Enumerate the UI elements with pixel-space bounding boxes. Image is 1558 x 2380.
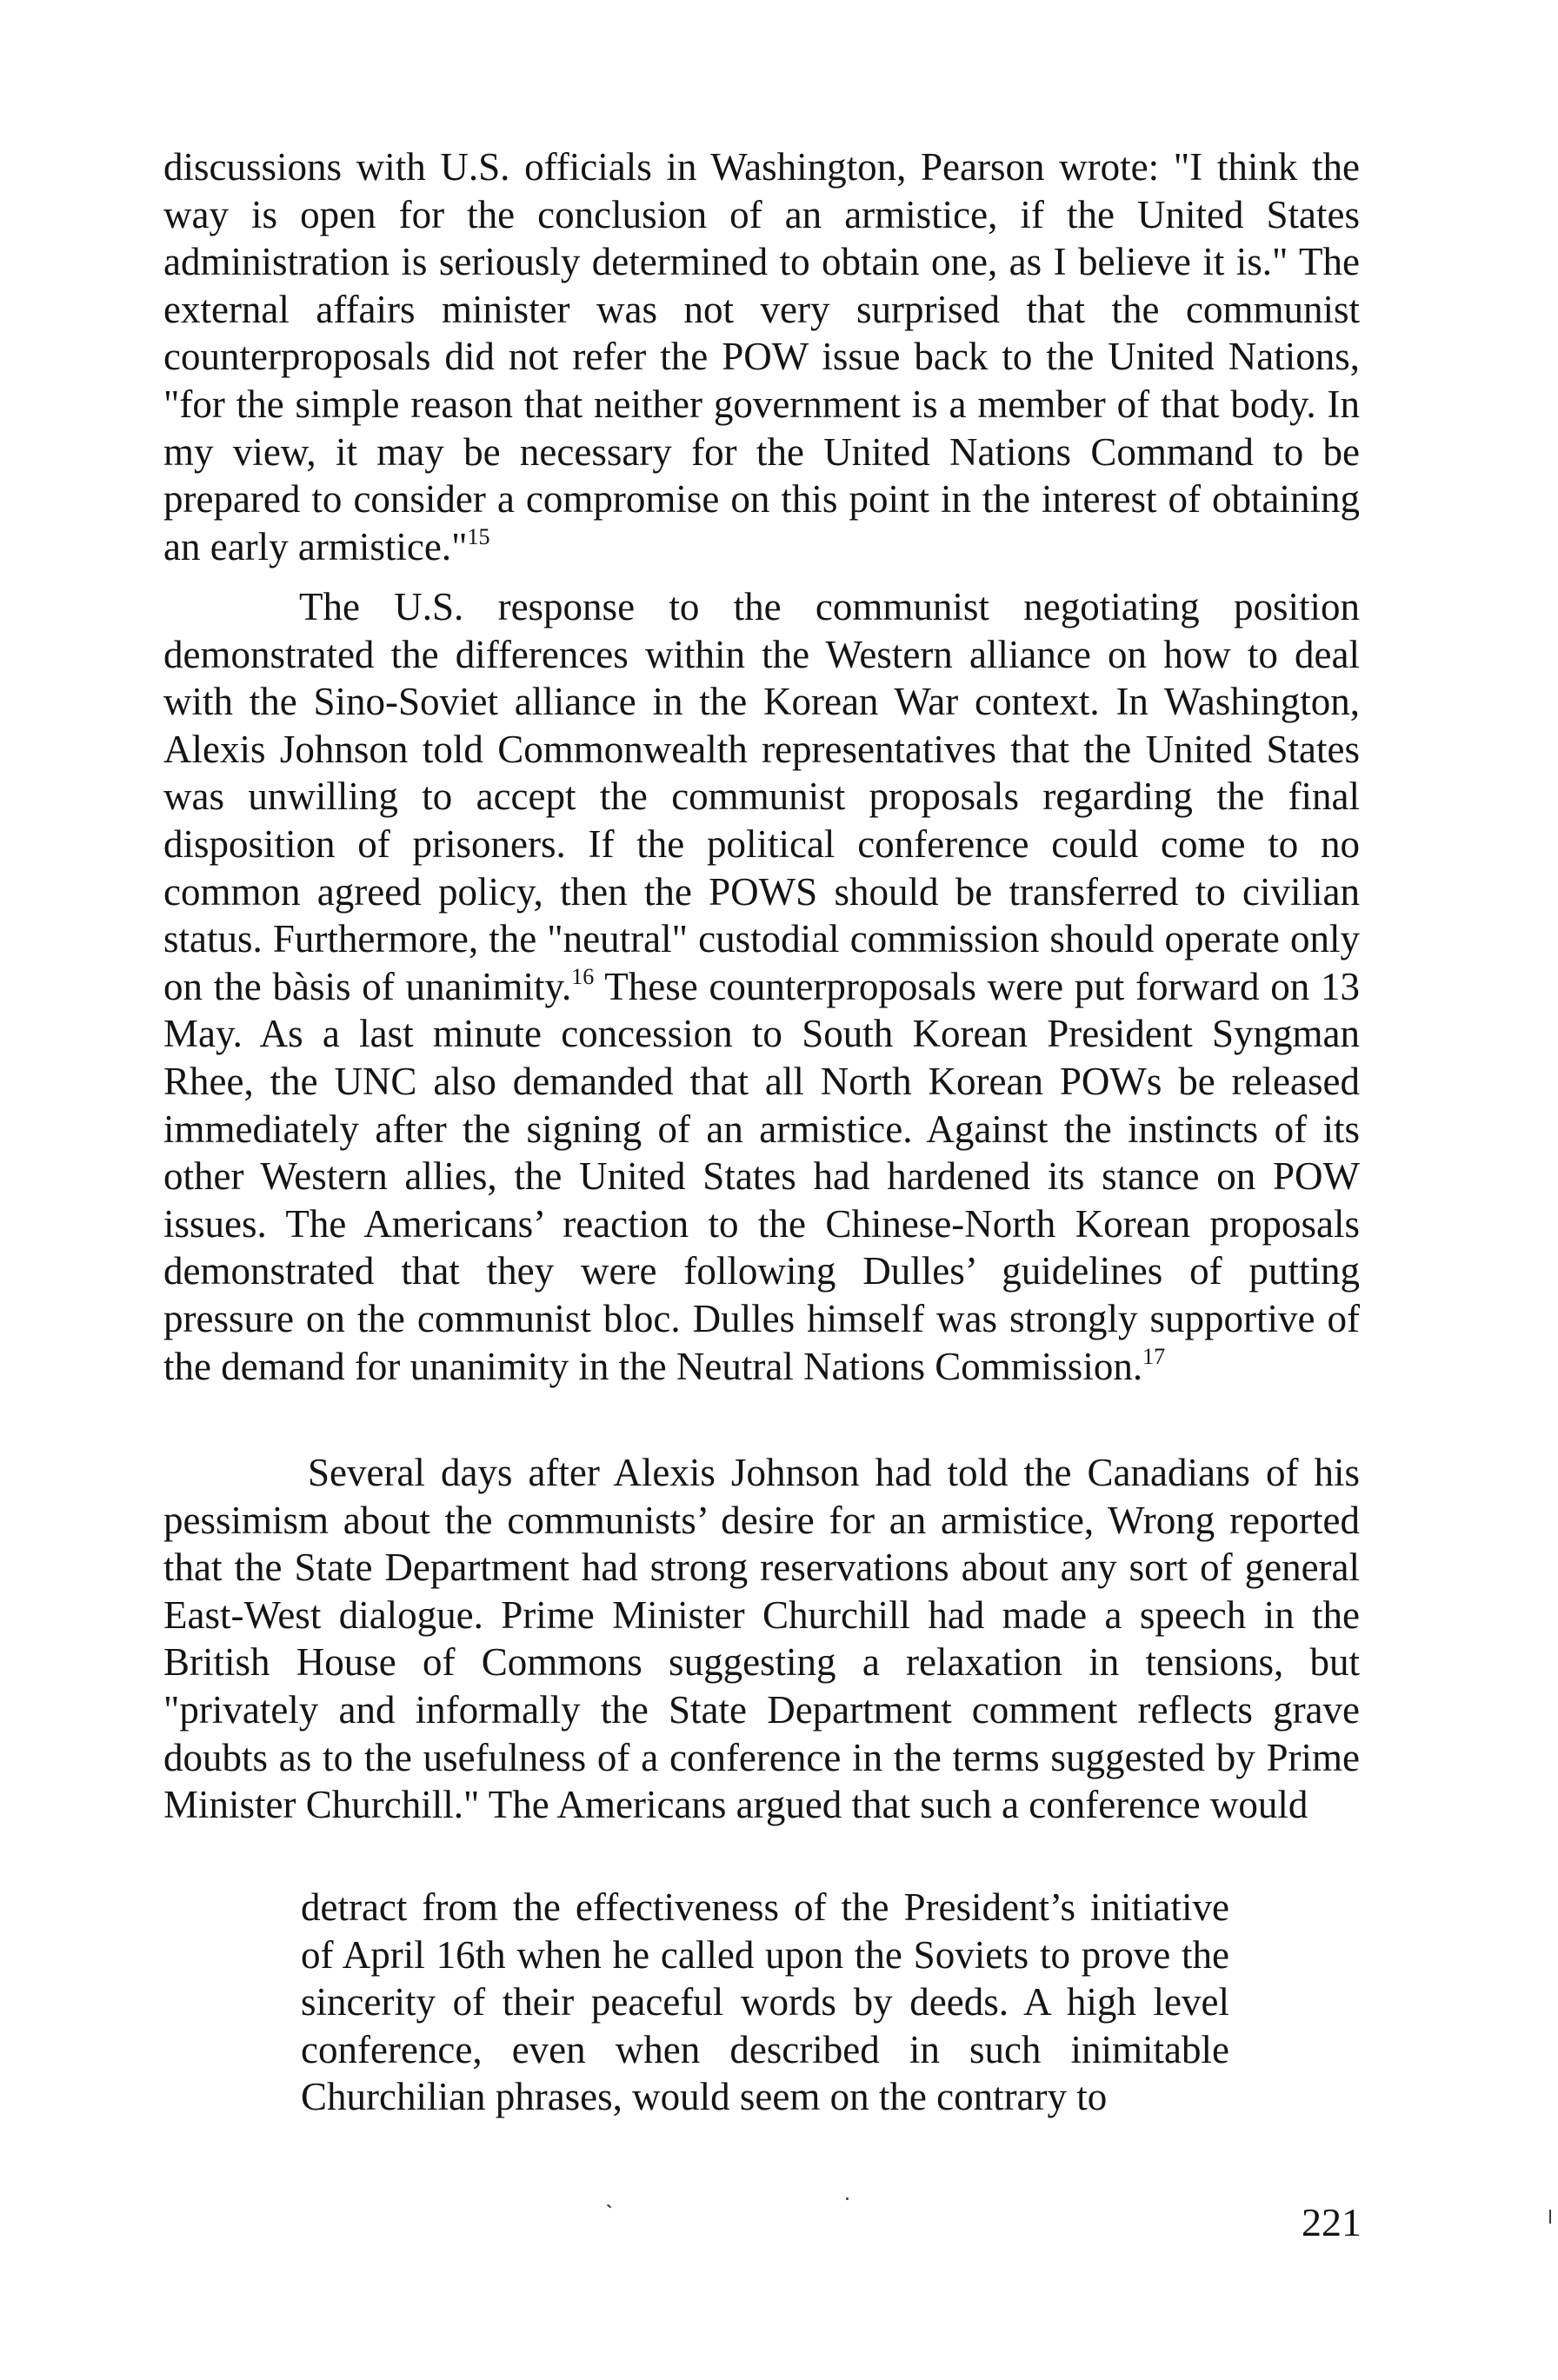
scan-speck: [607, 2204, 611, 2209]
paragraph-3-text: Several days after Alexis Johnson had told the Canadians of his pessimism about the communists’ desire for an armistice, Wrong reported that the State Department had strong reservations about any sort of general East-West dialogue. Prime Minister Churchill had made a speech in the British House of Commons suggesting a relaxation in tensions, but "privately and informally the State Department comment reflects grave doubts as to the usefulness of a conference in the terms suggested by Prime Minister Churchill." The Americans argued that such a conference would: [163, 1451, 1360, 1827]
body-paragraph-1: [163, 143, 1360, 570]
paragraph-1-text: discussions with U.S. officials in Washington, Pearson wrote: "I think the way is open for the conclusion of an armistice, if the United States administration is seriously determined to obtain one, as I believe it is." The external affairs minister was not very surprised that the communist counterproposals did not refer the POW issue back to the United Nations, "for the simple reason that neither government is a member of that body. In my view, it may be necessary for the United Nations Command to be prepared to consider a compromise on this point in the interest of obtaining an early armistice.": [163, 145, 1360, 568]
footnote-ref-16: 16: [571, 963, 595, 989]
scan-speck: [846, 2197, 849, 2200]
paragraph-2-text-a: The U.S. response to the communist negotiating position demonstrated the differences within the Western alliance on how to deal with the Sino-Soviet alliance in the Korean War context. In Washington, Alexis Johnson told Commonwealth representatives that the United States was unwilling to accept the communist proposals regarding the final disposition of prisoners. If the political conference could come to no common agreed policy, then the POWS should be transferred to civilian status. Furthermore, the "neutral" custodial commission should operate only on the bàsis of unanimity.: [163, 585, 1360, 1008]
page-number: 221: [1302, 2200, 1362, 2244]
body-paragraph-3: [163, 1449, 1360, 1829]
footnote-ref-15: 15: [467, 523, 490, 549]
block-quote: [301, 1884, 1229, 2121]
footnote-ref-17: 17: [1142, 1343, 1166, 1369]
block-quote-text: detract from the effectiveness of the President’s initiative of April 16th when he called upon the Soviets to prove the sincerity of their peaceful words by deeds. A high level conference, even when described in such inimitable Churchilian phrases, would seem on the contrary to: [301, 1885, 1229, 2119]
scan-edge-mark: [1549, 2210, 1551, 2224]
paragraph-2-text-b: These counterproposals were put forward on 13 May. As a last minute concession to South Korean President Syngman Rhee, the UNC also demanded that all North Korean POWs be released immediately after the signing of an armistice. Against the instincts of its other Western allies, the United States had hardened its stance on POW issues. The Americans’ reaction to the Chinese-North Korean proposals demonstrated that they were following Dulles’ guidelines of putting pressure on the communist bloc. Dulles himself was strongly supportive of the demand for unanimity in the Neutral Nations Commission.: [163, 964, 1360, 1388]
body-paragraph-2: [163, 583, 1360, 1390]
